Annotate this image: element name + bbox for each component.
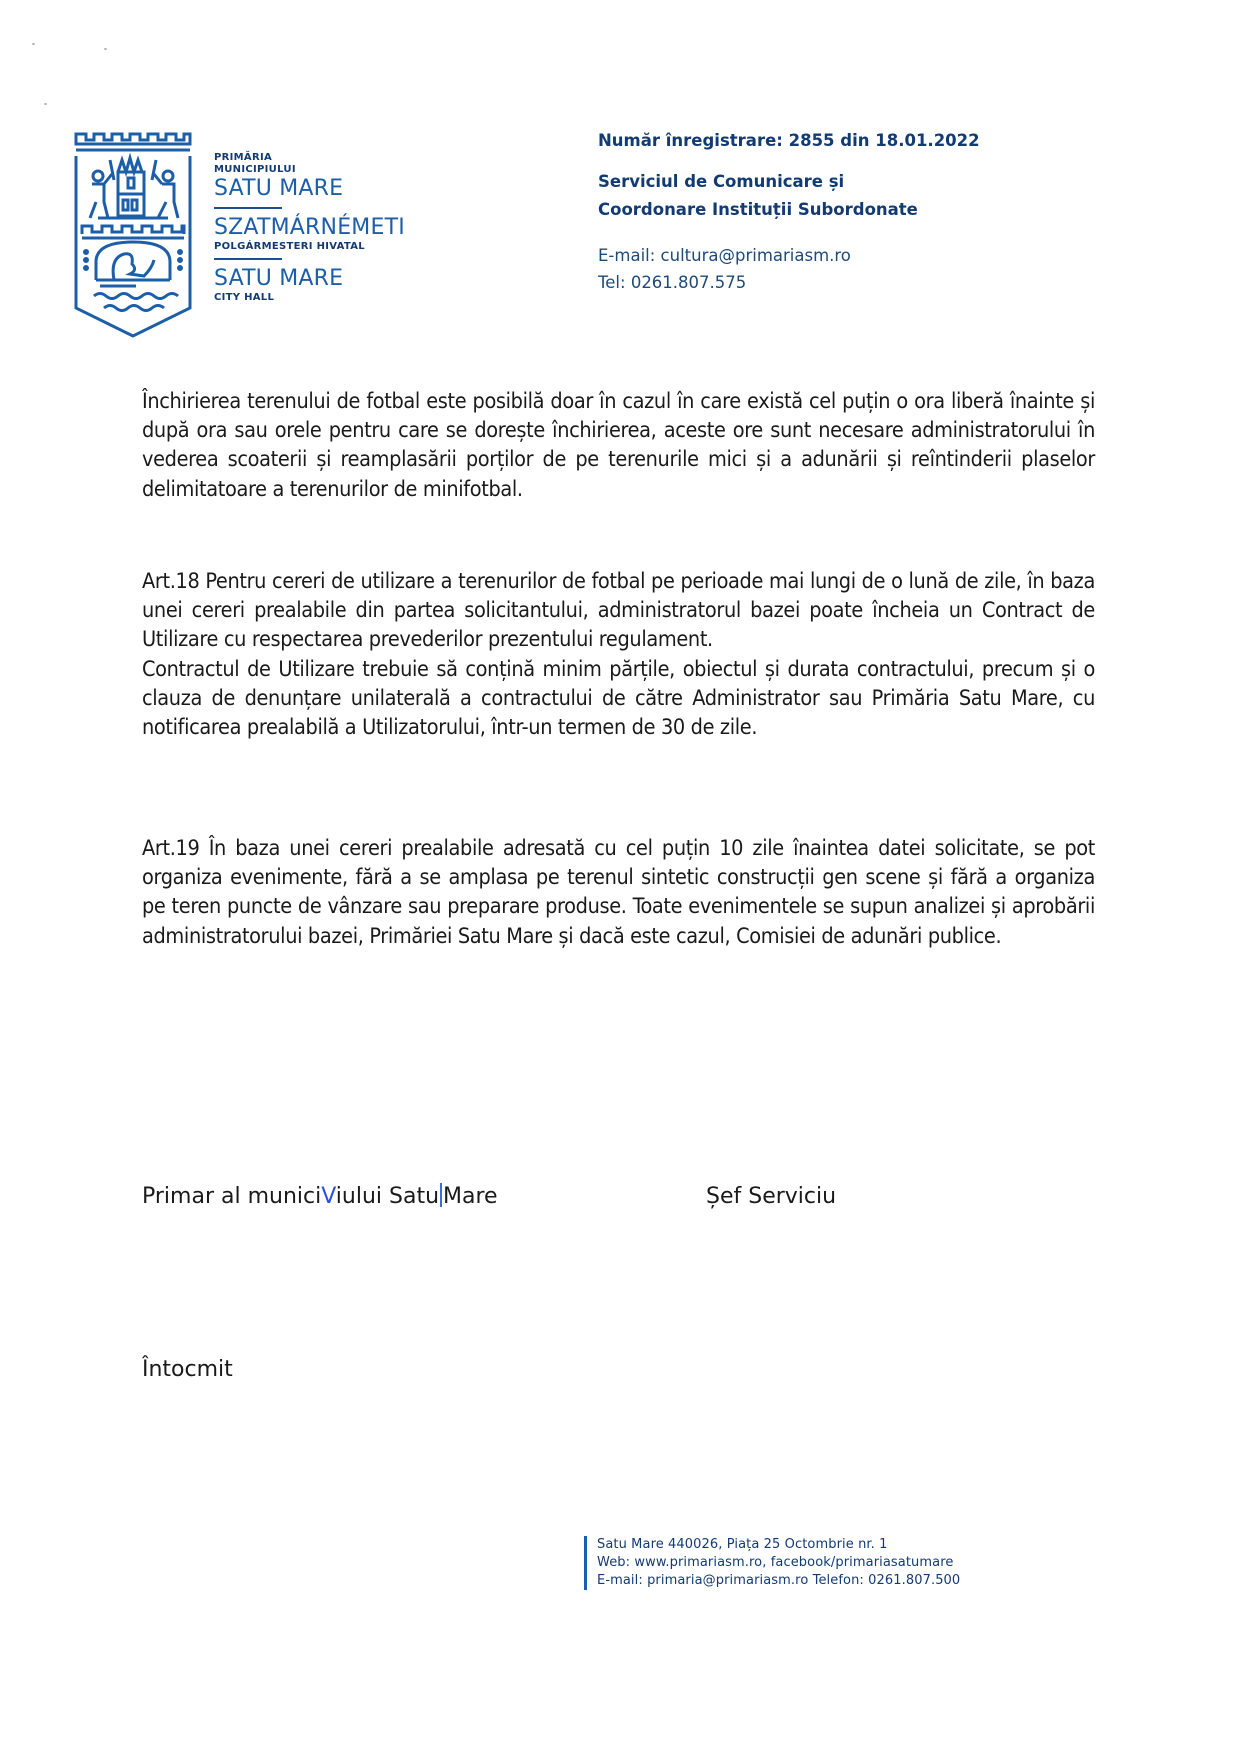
brand-office-hu: POLGÁRMESTERI HIVATAL bbox=[214, 241, 365, 252]
brand-divider bbox=[214, 207, 282, 209]
paragraph-art-19: Art.19 În baza unei cereri prealabile adresată cu cel puțin 10 zile înaintea datei solicitate, se pot organiza evenimente, fără a se amplasa pe terenul sintetic construcții gen scene și fără a organiza pe teren puncte de vânzare sau preparare produse. Toate evenimentele se supun analizei și aprobării administratorului bazei, Primăriei Satu Mare și dacă este cazul, Comisiei de adunări publice. bbox=[142, 836, 1095, 949]
handwritten-mark: V bbox=[321, 1184, 336, 1209]
footer-web: Web: www.primariasm.ro, facebook/primariasatumare bbox=[597, 1555, 954, 1570]
paragraph-rental-conditions: Închirierea terenului de fotbal este posibilă doar în cazul în care există cel puțin o ora liberă înainte și după ora sau orele pentru care se dorește închirierea, aceste ore sunt necesare administratorului în vederea scoaterii și reamplasării porților de pe terenurile mici și a adunării și reîntinderii plaselor delimitatoare a terenurilor de minifotbal. bbox=[142, 389, 1095, 502]
scan-speck bbox=[104, 48, 107, 50]
brand-divider bbox=[214, 258, 282, 260]
brand-city-hu: SZATMÁRNÉMETI bbox=[214, 215, 405, 240]
institution-name bbox=[214, 152, 405, 304]
head-of-service-signature-label: Șef Serviciu bbox=[706, 1184, 837, 1209]
brand-line2: MUNICIPIULUI bbox=[214, 164, 296, 175]
footer-address: Satu Mare 440026, Piața 25 Octombrie nr. 1 bbox=[597, 1537, 888, 1552]
handwritten-stroke bbox=[440, 1183, 442, 1207]
mayor-signature-label: Primar al municiViului Satu Mare bbox=[142, 1184, 498, 1209]
footer-email-phone: E-mail: primaria@primariasm.ro Telefon: 0261.807.500 bbox=[597, 1573, 961, 1588]
brand-city-ro: SATU MARE bbox=[214, 176, 344, 201]
department-contact bbox=[598, 242, 1158, 296]
department-line2: Coordonare Instituții Subordonate bbox=[598, 200, 918, 219]
brand-city-en: SATU MARE bbox=[214, 266, 344, 291]
department-phone: Tel: 0261.807.575 bbox=[598, 273, 747, 292]
department-line1: Serviciul de Comunicare și bbox=[598, 172, 845, 191]
scan-speck bbox=[44, 103, 47, 105]
paragraph-art-18 bbox=[142, 567, 1095, 742]
scan-speck bbox=[32, 43, 35, 45]
brand-office-en: CITY HALL bbox=[214, 292, 275, 303]
art-18-text: Art.18 Pentru cereri de utilizare a terenurilor de fotbal pe perioade mai lungi de o lună de zile, în baza unei cereri prealabile din partea solicitantului, administratorul bazei poate încheia un Contract de Utilizare cu respectarea prevederilor prezentului regulament. bbox=[142, 569, 1095, 653]
department-name bbox=[598, 168, 1158, 224]
brand-line1: PRIMĂRIA bbox=[214, 152, 273, 163]
registration-number: Număr înregistrare: 2855 din 18.01.2022 bbox=[598, 131, 980, 150]
registration-block bbox=[598, 130, 1158, 296]
art-18-contract-text: Contractul de Utilizare trebuie să conțină minim părțile, obiectul și durata contractului, precum și o clauza de denunțare unilaterală a contractului de către Administrator sau Primăria Satu Mare, cu notificarea prealabilă a Utilizatorului, într-un termen de 30 de zile. bbox=[142, 656, 1095, 741]
prepared-by-label: Întocmit bbox=[142, 1357, 233, 1382]
city-coat-of-arms-icon bbox=[74, 130, 192, 340]
footer-contact bbox=[584, 1536, 960, 1590]
department-email: E-mail: cultura@primariasm.ro bbox=[598, 246, 851, 265]
